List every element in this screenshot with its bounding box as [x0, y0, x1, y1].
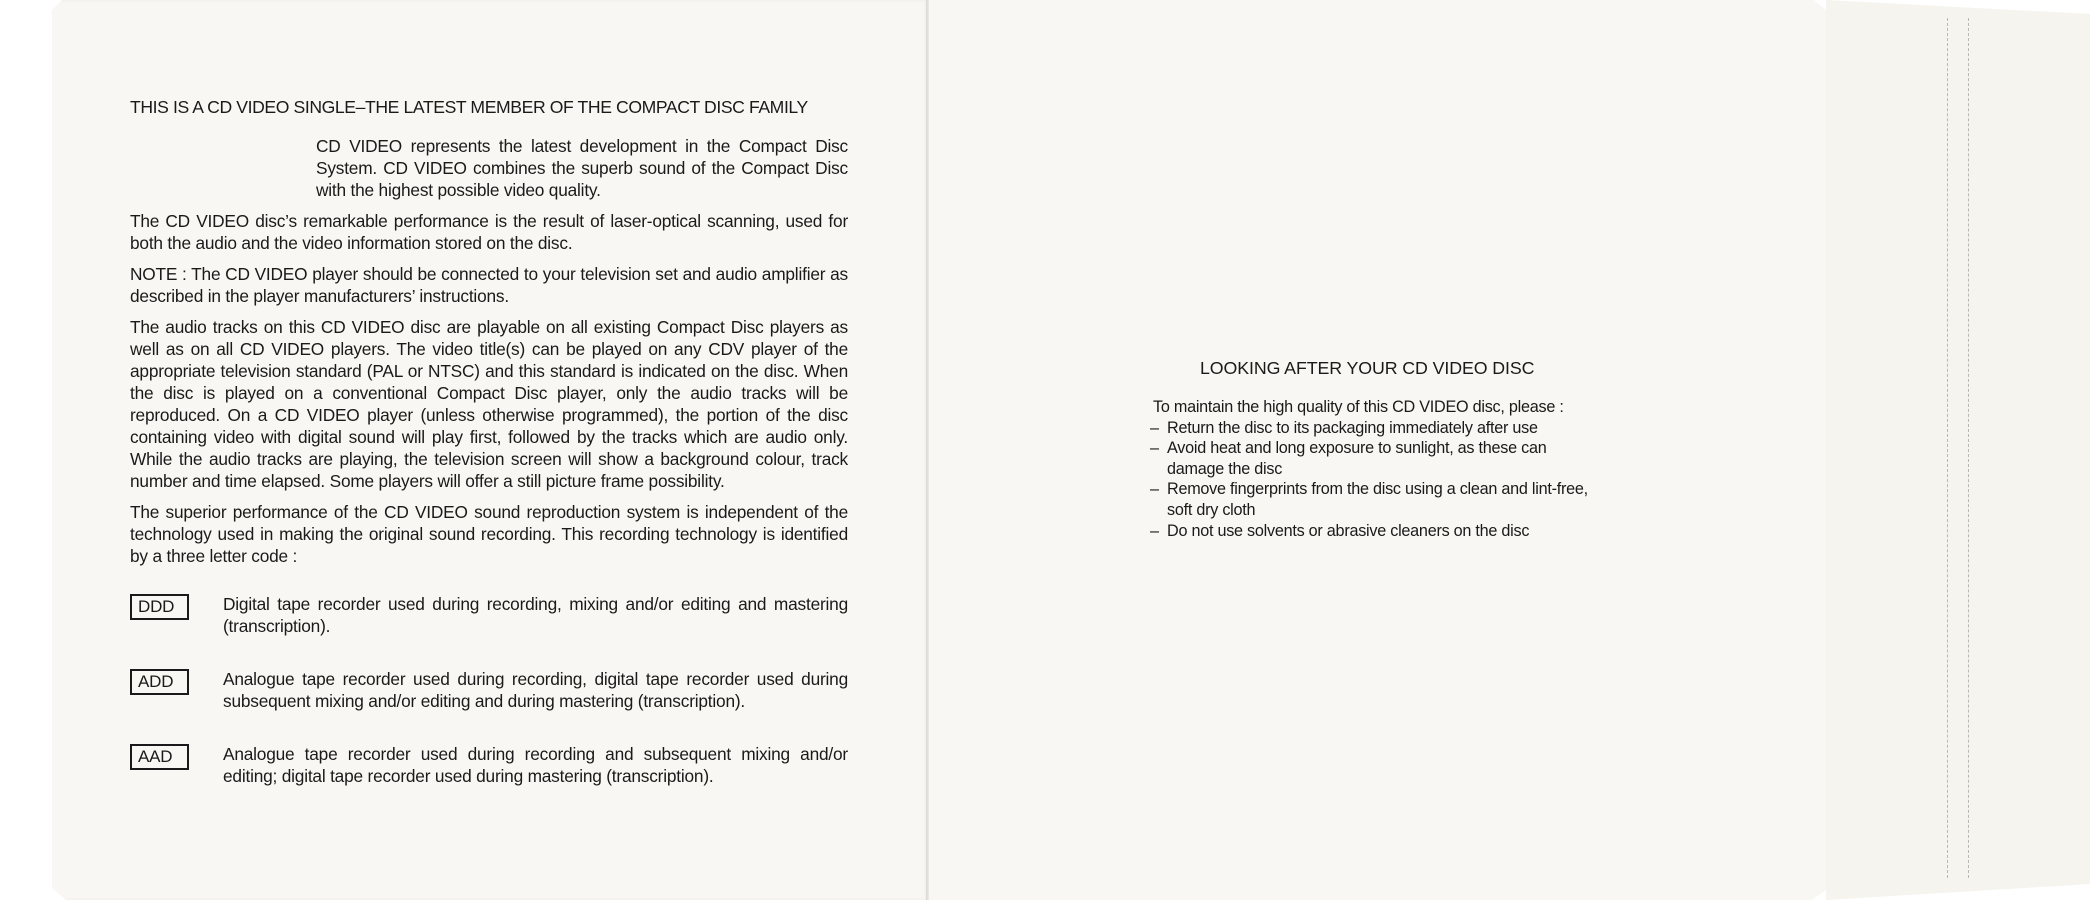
- code-badge: ADD: [130, 669, 189, 695]
- code-row-ddd: [130, 593, 848, 637]
- list-item: [1150, 521, 1590, 542]
- list-item-text: Do not use solvents or abrasive cleaners on the disc: [1167, 521, 1530, 540]
- paragraph-audio-tracks: The audio tracks on this CD VIDEO disc are playable on all existing Compact Disc players as well as on all CD VIDEO players. The video title(s) can be played on any CDV player of the appropriate television standard (PAL or NTSC) and this standard is indicated on the disc. When the disc is played on a conventional Compact Disc player, only the audio tracks will be reproduced. On a CD VIDEO player (unless otherwise programmed), the portion of the disc containing video with digital sound will play first, followed by the tracks which are audio only. While the audio tracks are playing, the television screen will show a background colour, track number and time elapsed. Some players will offer a still picture frame possibility.: [130, 317, 848, 491]
- code-description: Analogue tape recorder used during recording and subsequent mixing and/or editing; digital tape recorder used during mastering (transcription).: [223, 744, 848, 786]
- list-item-text: Return the disc to its packaging immediately after use: [1167, 418, 1538, 437]
- intro-paragraph: CD VIDEO represents the latest development in the Compact Disc System. CD VIDEO combines the superb sound of the Compact Disc with the highest possible video quality.: [316, 136, 848, 200]
- care-title: LOOKING AFTER YOUR CD VIDEO DISC: [1200, 358, 1535, 378]
- paragraph-recording-code: The superior performance of the CD VIDEO sound reproduction system is independent of the technology used in making the original sound recording. This recording technology is identified by a three letter code :: [130, 502, 848, 566]
- dash-bullet: –: [1150, 480, 1159, 499]
- page-heading: THIS IS A CD VIDEO SINGLE–THE LATEST MEMBER OF THE COMPACT DISC FAMILY: [130, 97, 808, 117]
- care-list: [1150, 418, 1590, 542]
- dash-bullet: –: [1150, 418, 1159, 437]
- code-row-add: [130, 668, 848, 712]
- code-row-aad: [130, 743, 848, 787]
- list-item-text: Avoid heat and long exposure to sunlight, as these can damage the disc: [1167, 439, 1547, 478]
- list-item: [1150, 479, 1590, 520]
- perforation-line: [1968, 18, 1969, 878]
- dash-bullet: –: [1150, 439, 1159, 458]
- code-badge: AAD: [130, 744, 189, 770]
- code-description: Analogue tape recorder used during recording, digital tape recorder used during subsequent mixing and/or editing and during mastering (transcription).: [223, 669, 848, 711]
- fold-flap: [1826, 0, 2090, 900]
- left-text-column: [130, 96, 848, 787]
- care-intro: To maintain the high quality of this CD VIDEO disc, please :: [1153, 398, 1564, 416]
- perforation-line: [1947, 18, 1948, 878]
- paragraph-note: NOTE : The CD VIDEO player should be connected to your television set and audio amplifier as described in the player manufacturers’ instructions.: [130, 264, 848, 306]
- care-instructions: [1150, 397, 1590, 541]
- paragraph-laser: The CD VIDEO disc’s remarkable performance is the result of laser-optical scanning, used for both the audio and the video information stored on the disc.: [130, 211, 848, 253]
- code-description: Digital tape recorder used during recording, mixing and/or editing and mastering (transcription).: [223, 594, 848, 636]
- list-item: [1150, 438, 1590, 479]
- list-item: [1150, 418, 1590, 439]
- dash-bullet: –: [1150, 521, 1159, 540]
- fold-crease: [926, 0, 929, 900]
- list-item-text: Remove fingerprints from the disc using a clean and lint-free, soft dry cloth: [1167, 480, 1588, 519]
- code-badge: DDD: [130, 594, 189, 620]
